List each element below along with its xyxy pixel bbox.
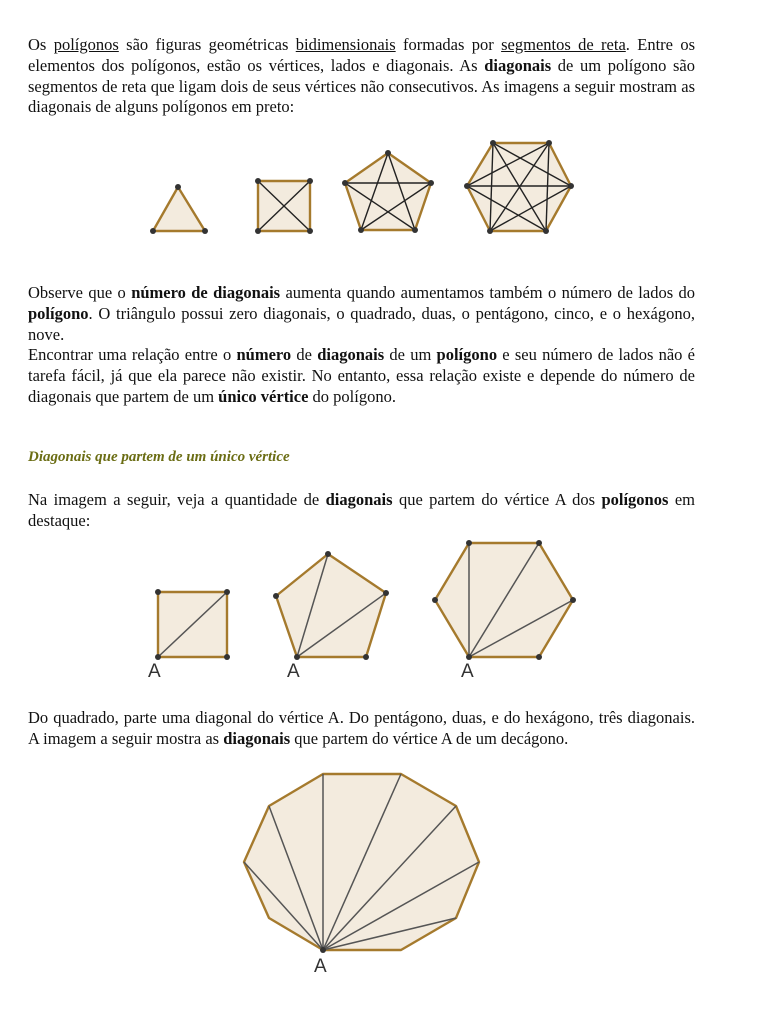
pentagon-vertex-figure [273, 551, 389, 660]
vertex-a-paragraph: Na imagem a seguir, veja a quantidade de diagonais que partem do vértice A dos polígonos em destaque: [28, 490, 695, 530]
hexagon-vertex-figure [432, 540, 576, 660]
vertex-diagonals-figure [0, 535, 768, 685]
section-heading: Diagonais que partem de um único vértice [28, 449, 290, 465]
vertex-a-label: A [148, 661, 161, 682]
decagon-figure [0, 765, 768, 985]
link-segmentos-de-reta[interactable]: segmentos de reta [501, 35, 626, 54]
pentagon-all-diagonals-figure [342, 150, 434, 233]
vertex-a-label: A [287, 661, 300, 682]
link-poligonos[interactable]: polígonos [53, 35, 119, 54]
hexagon-all-diagonals-figure [464, 140, 574, 234]
decagon-paragraph: Do quadrado, parte uma diagonal do vértice A. Do pentágono, duas, e do hexágono, três diagonais. A imagem a seguir mostra as diagonais que partem do vértice A de um decágono. [28, 708, 695, 748]
polygons-all-diagonals-figure [0, 140, 768, 240]
vertex-a-label: A [314, 956, 327, 977]
link-bidimensionais[interactable]: bidimensionais [295, 35, 396, 54]
square-all-diagonals-figure [255, 178, 313, 234]
triangle-figure [150, 184, 208, 234]
intro-paragraph: Os polígonos são figuras geométricas bidimensionais formadas por segmentos de reta. Entre os elementos dos polígonos, estão os vértices, lados e diagonais. As diagonais de um polígono são segmentos de reta que ligam dois de seus vértices não consecutivos. As imagens a seguir mostram as diagonais de alguns polígonos em preto: [28, 35, 696, 117]
vertex-a-label: A [461, 661, 474, 682]
square-vertex-figure [155, 589, 230, 660]
diagonal-count-paragraph: Observe que o número de diagonais aumenta quando aumentamos também o número de lados do polígono. O triângulo possui zero diagonais, o quadrado, duas, o pentágono, cinco, e o hexágono, nove. Encontrar uma relação entre o número de diagonais de um polígono e seu número de lados não é tarefa fácil, já que ela parece não existir. No entanto, essa relação existe e depende do número de diagonais que partem de um único vértice do polígono. [28, 283, 696, 406]
